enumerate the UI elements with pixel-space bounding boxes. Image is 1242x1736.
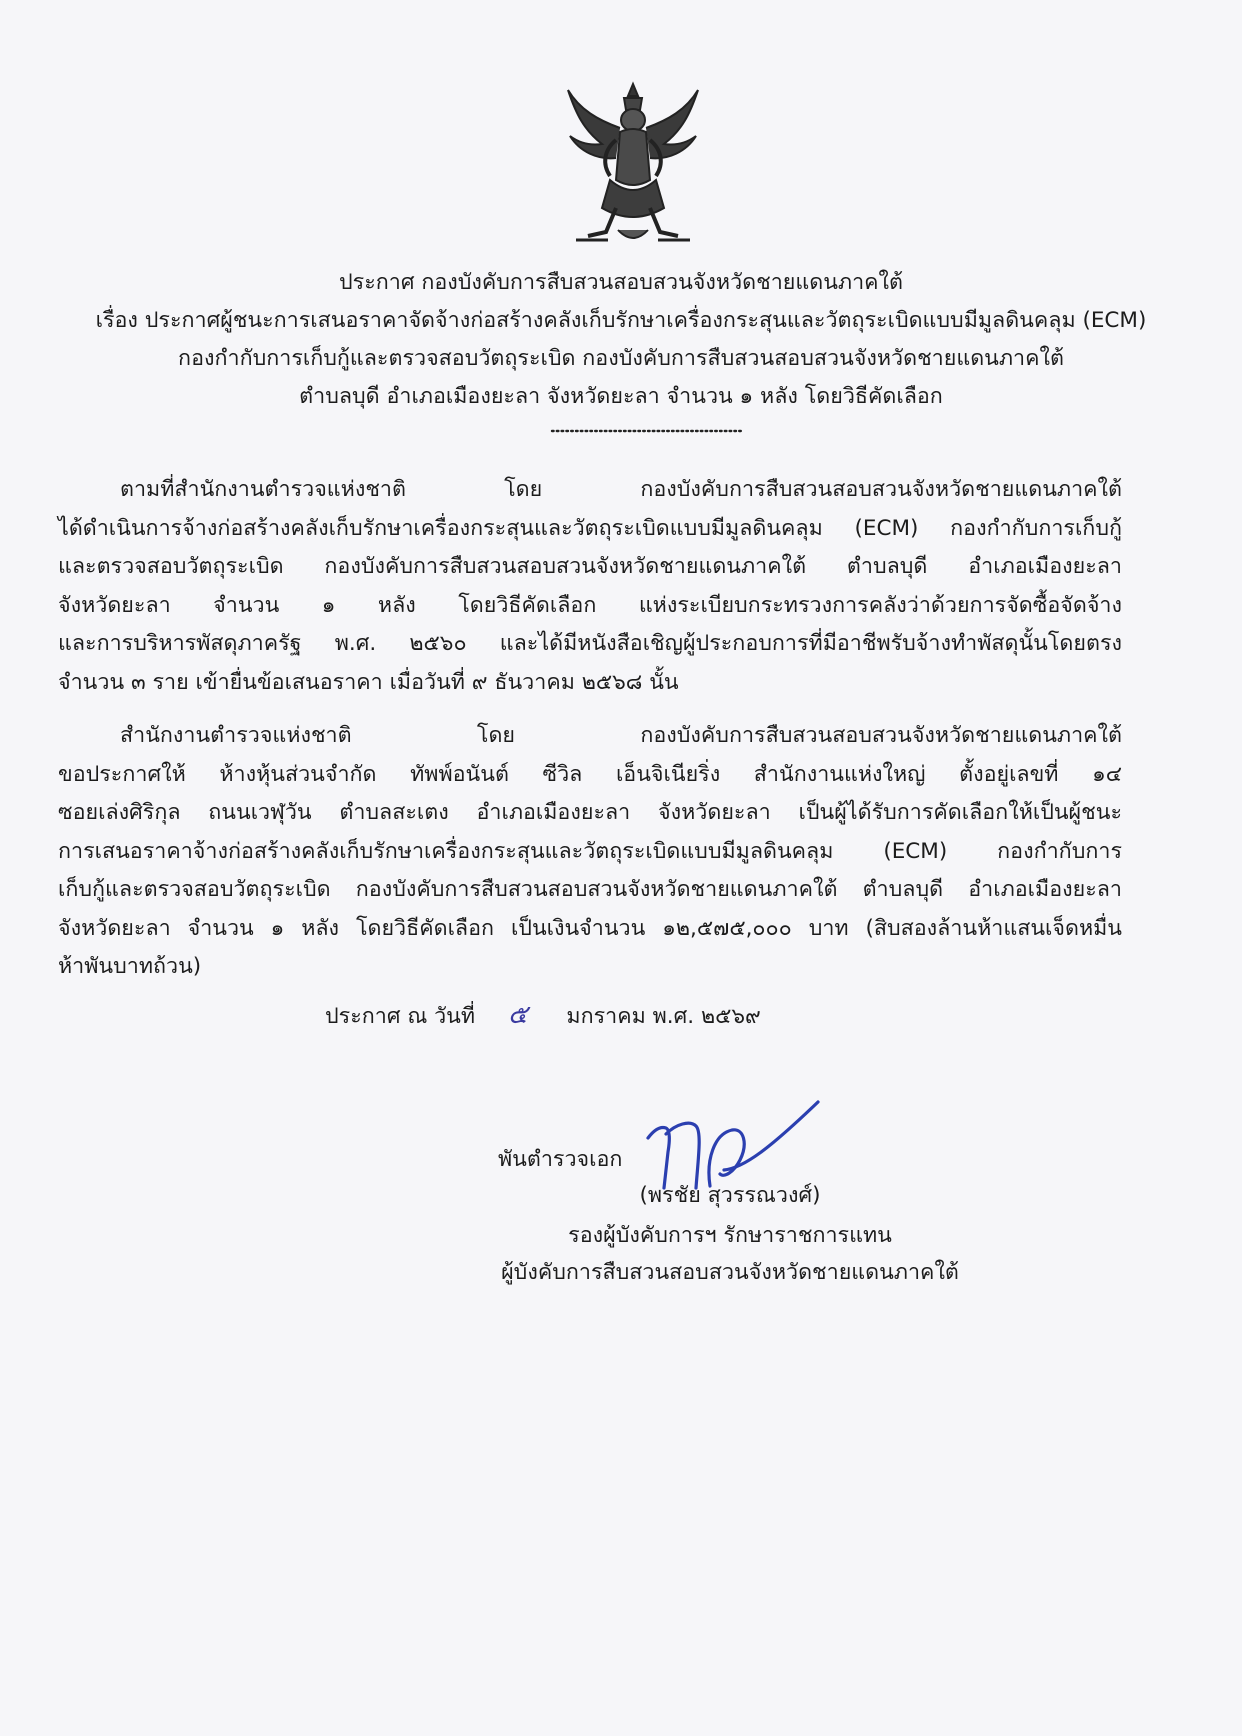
paragraph-2-line: การเสนอราคาจ้างก่อสร้างคลังเก็บรักษาเครื่องกระสุนและวัตถุระเบิดแบบมีมูลดินคลุม (ECM) กองกำกับการ	[58, 838, 1122, 864]
date-month-year: มกราคม พ.ศ. ๒๕๖๙	[566, 1004, 761, 1029]
heading-line-1: ประกาศ กองบังคับการสืบสวนสอบสวนจังหวัดชายแดนภาคใต้	[339, 270, 903, 295]
signatory-rank: พันตำรวจเอก	[498, 1147, 623, 1172]
garuda-emblem-icon	[558, 80, 708, 250]
paragraph-2-line: ซอยเล่งศิริกุล ถนนเวฬุวัน ตำบลสะเตง อำเภอเมืองยะลา จังหวัดยะลา เป็นผู้ได้รับการคัดเลือกให้เป็นผู้ชนะ	[58, 800, 1122, 825]
paragraph-2-line: ขอประกาศให้ ห้างหุ้นส่วนจำกัด ทัพพ์อนันต์ ซีวิล เอ็นจิเนียริ่ง สำนักงานแห่งใหญ่ ตั้งอยู่เลขที่ ๑๔	[58, 761, 1122, 787]
signatory-title: ผู้บังคับการสืบสวนสอบสวนจังหวัดชายแดนภาคใต้	[501, 1260, 959, 1285]
paragraph-1-line: และตรวจสอบวัตถุระเบิด กองบังคับการสืบสวนสอบสวนจังหวัดชายแดนภาคใต้ ตำบลบุดี อำเภอเมืองยะลา	[58, 554, 1122, 579]
signatory-position: รองผู้บังคับการฯ รักษาราชการแทน	[568, 1223, 892, 1248]
signatory-name: (พรชัย สุวรรณวงศ์)	[639, 1183, 821, 1208]
paragraph-2-line: เก็บกู้และตรวจสอบวัตถุระเบิด กองบังคับการสืบสวนสอบสวนจังหวัดชายแดนภาคใต้ ตำบลบุดี อำเภอเมืองยะลา	[58, 877, 1122, 902]
paragraph-1-line: ได้ดำเนินการจ้างก่อสร้างคลังเก็บรักษาเครื่องกระสุนและวัตถุระเบิดแบบมีมูลดินคลุม (ECM) กองกำกับการเก็บกู้	[58, 515, 1122, 541]
body-paragraph-2	[58, 717, 1122, 987]
heading-line-3: กองกำกับการเก็บกู้และตรวจสอบวัตถุระเบิด กองบังคับการสืบสวนสอบสวนจังหวัดชายแดนภาคใต้	[178, 346, 1064, 371]
paragraph-2-line: ห้าพันบาทถ้วน)	[58, 954, 202, 979]
announcement-heading	[0, 264, 1242, 416]
heading-subject: เรื่อง ประกาศผู้ชนะการเสนอราคาจัดจ้างก่อสร้างคลังเก็บรักษาเครื่องกระสุนและวัตถุระเบิดแบบมีมูลดินคลุม (ECM)	[95, 308, 1147, 333]
paragraph-1-line: ตามที่สำนักงานตำรวจแห่งชาติ โดย กองบังคับการสืบสวนสอบสวนจังหวัดชายแดนภาคใต้	[120, 477, 1122, 502]
body-paragraph-1	[58, 471, 1122, 702]
date-day-handwritten: ๕	[507, 1000, 528, 1030]
paragraph-1-line: และการบริหารพัสดุภาครัฐ พ.ศ. ๒๕๖๐ และได้มีหนังสือเชิญผู้ประกอบการที่มีอาชีพรับจ้างทำพัสดุนั้นโดยตรง	[58, 631, 1122, 656]
date-prefix: ประกาศ ณ วันที่	[325, 1004, 476, 1029]
announcement-date	[325, 994, 761, 1035]
paragraph-2-line: สำนักงานตำรวจแห่งชาติ โดย กองบังคับการสืบสวนสอบสวนจังหวัดชายแดนภาคใต้	[120, 723, 1122, 748]
paragraph-1-line: จำนวน ๓ ราย เข้ายื่นข้อเสนอราคา เมื่อวันที่ ๙ ธันวาคม ๒๕๖๘ นั้น	[58, 669, 679, 695]
paragraph-2-line: จังหวัดยะลา จำนวน ๑ หลัง โดยวิธีคัดเลือก เป็นเงินจำนวน ๑๒,๕๗๕,๐๐๐ บาท (สิบสองล้านห้าแสนเจ็ดหมื่น	[58, 915, 1122, 941]
paragraph-1-line: จังหวัดยะลา จำนวน ๑ หลัง โดยวิธีคัดเลือก แห่งระเบียบกระทรวงการคลังว่าด้วยการจัดซื้อจัดจ้าง	[58, 592, 1122, 618]
dotted-divider	[550, 426, 746, 436]
heading-line-4: ตำบลบุดี อำเภอเมืองยะลา จังหวัดยะลา จำนวน ๑ หลัง โดยวิธีคัดเลือก	[299, 384, 943, 409]
